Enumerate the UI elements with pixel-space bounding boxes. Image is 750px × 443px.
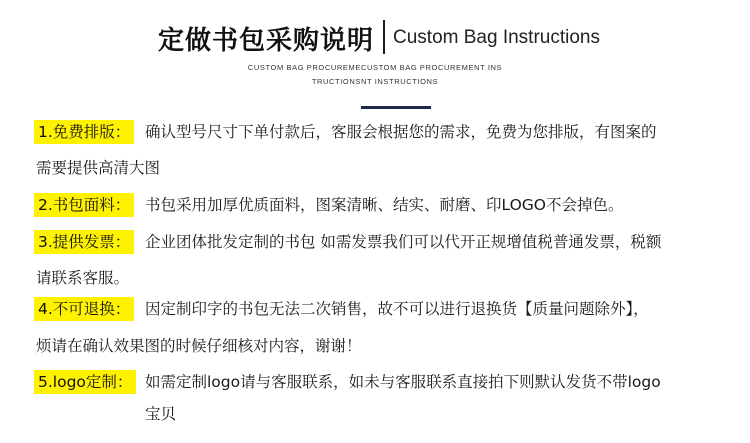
item-text-free-layout-cont: 需要提供高清大图: [36, 159, 161, 177]
item-label-no-return: 4.不可退换：: [34, 297, 134, 321]
item-label-invoice: 3.提供发票：: [34, 230, 134, 254]
item-text-no-return-cont: 烦请在确认效果图的时候仔细核对内容，谢谢！: [36, 337, 362, 355]
item-text-free-layout: 确认型号尺寸下单付款后，客服会根据您的需求，免费为您排版，有图案的: [145, 123, 657, 141]
item-text-no-return: 因定制印字的书包无法二次销售，故不可以进行退换货【质量问题除外】，: [145, 300, 649, 318]
item-label-fabric: 2.书包面料：: [34, 193, 134, 217]
subtitle-line-2: TRUCTIONSNT INSTRUCTIONS: [311, 77, 439, 86]
item-text-invoice-cont: 请联系客服。: [36, 269, 130, 287]
page-title-english: Custom Bag Instructions: [393, 27, 600, 48]
item-text-logo-custom-cont: 宝贝: [145, 405, 177, 423]
item-text-fabric: 书包采用加厚优质面料，图案清晰、结实、耐磨、印LOGO不会掉色。: [145, 196, 624, 214]
item-text-invoice: 企业团体批发定制的书包 如需发票我们可以代开正规增值税普通发票，税额: [145, 233, 662, 251]
item-label-logo-custom: 5.logo定制：: [34, 370, 136, 394]
item-label-free-layout: 1.免费排版：: [34, 120, 134, 144]
item-text-logo-custom: 如需定制logo请与客服联系，如未与客服联系直接拍下则默认发货不带logo: [145, 373, 661, 391]
subtitle-line-1: CUSTOM BAG PROCUREMECUSTOM BAG PROCUREMENT INS: [247, 63, 503, 72]
page-title: 定做书包采购说明: [158, 26, 375, 56]
